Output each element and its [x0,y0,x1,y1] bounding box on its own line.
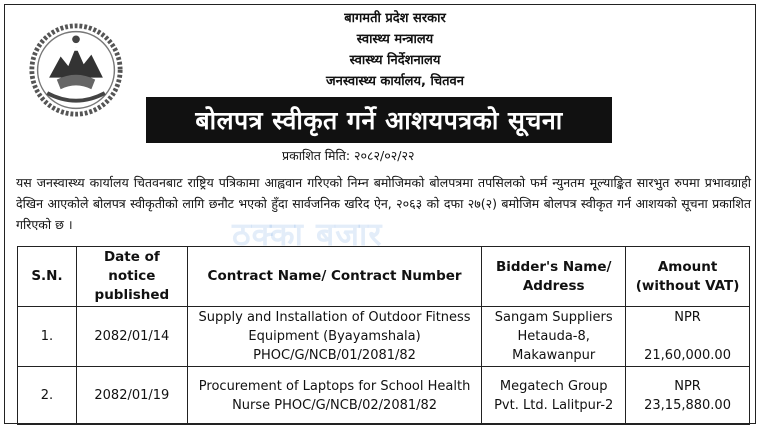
contracts-table [17,246,750,425]
office-header [250,8,540,92]
province-government: बागमती प्रदेश सरकार [344,11,446,26]
header-amount: Amount (without VAT) [626,247,750,307]
directorate-name: स्वास्थ्य निर्देशनालय [349,53,441,68]
published-date: प्रकाशित मिति: २०८२/०२/२२ [282,148,415,163]
table-row [18,367,750,425]
header-sn: S.N. [18,247,77,307]
header-bidder: Bidder's Name/ Address [482,247,626,307]
row-contract: Supply and Installation of Outdoor Fitness Equipment (Byayamshala) PHOC/G/NCB/01/2081/82 [187,307,482,367]
row-date: 2082/01/19 [76,367,187,425]
nepal-emblem-icon [28,22,124,118]
row-amount [626,307,750,367]
amount-currency: NPR [674,310,701,325]
amount-currency: NPR [674,378,701,394]
watermark: ठक्का बजार [232,215,383,253]
notice-title-banner: बोलपत्र स्वीकृत गर्ने आशयपत्रको सूचना [146,97,612,143]
ministry-name: स्वास्थ्य मन्त्रालय [356,32,434,47]
row-sn: 2. [18,367,77,425]
office-name: जनस्वास्थ्य कार्यालय, चितवन [326,74,464,89]
row-amount [626,367,750,425]
intro-paragraph: यस जनस्वास्थ्य कार्यालय चितवनबाट राष्ट्रिय पत्रिकामा आह्ववान गरिएको निम्न बमोजिमको बोलपत्रमा तपसिलको फर्म न्युनतम मूल्याङ्कित सारभुत रुपमा प्रभावग्राही देखिन आएकोले बोलपत्र स्वीकृतीको लागि छनौट भएको हुँदा सार्वजनिक खरिद ऐन, २०६३ को दफा २७(२) बमोजिम बोलपत्र स्वीकृत गर्न आशयको सूचना प्रकाशित गरिएको छ । [16,175,751,232]
amount-value: 23,15,880.00 [644,397,731,413]
row-bidder: Megatech Group Pvt. Ltd. Lalitpur-2 [482,367,626,425]
amount-value: 21,60,000.00 [644,348,731,363]
row-bidder: Sangam Suppliers Hetauda-8, Makawanpur [482,307,626,367]
row-contract: Procurement of Laptops for School Health Nurse PHOC/G/NCB/02/2081/82 [187,367,482,425]
table-header-row [18,247,750,307]
header-contract: Contract Name/ Contract Number [187,247,482,307]
header-date: Date of notice published [76,247,187,307]
table-row [18,307,750,367]
row-date: 2082/01/14 [76,307,187,367]
row-sn: 1. [18,307,77,367]
